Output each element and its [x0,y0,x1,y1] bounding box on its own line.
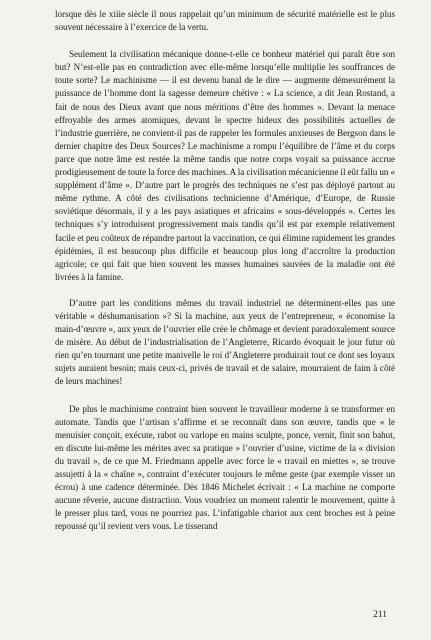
paragraph-1: lorsque dès le xiiie siècle il nous rappelait qu’un minimum de sécurité matérielle est le plus souvent nécessaire à l’exercice de la vertu. [55,9,395,33]
paragraph-4: De plus le machinisme contraint bien souvent le travailleur moderne à se transformer en automate. Tandis que l’artisan s’affirme et se reconnaît dans son œuvre, tandis que « le menuisier conçoit, exécute, rabot ou varlope en mains sculpte, ponce, vernit, finit son bahut, en discute lui-même les mérites avec sa pratique » l’ouvrier d’usine, victime de la « division du travail », de ce que M. Friedmann appelle avec force le « travail en miettes », se trouve assujetti à la « chaîne », contraint d’exécuter toujours le même geste (par exemple visser un écrou) à une cadence déterminée. Dès 1846 Michelet écrivait : « La machine ne comporte aucune rêverie, aucune distraction. Vous voudriez un moment ralentir le mouvement, quitte à le presser plus tard, vous ne pourriez pas. L’infatigable chariot aux cent broches est à peine repoussé qu’il revient vers vous. Le tisserand [55,403,395,532]
page-body [55,8,395,640]
page-number: 211 [373,610,387,620]
paragraph-2: Seulement la civilisation mécanique donne-t-elle ce bonheur matériel qui paraît être son but? N’est-elle pas en contradiction avec elle-même lorsqu’elle multiplie les souffrances de toute sorte? Le machinisme — il est devenu banal de le dire — augmente démesurément la puissance de l’homme dont la sagesse demeure chétive : « La science, a dit Jean Rostand, a fait de nous des Dieux avant que nous méritions d’être des hommes ». Devant la menace effroyable des armes atomiques, devant le spectre hideux des possibilités actuelles de l’industrie guerrière, ne convient-il pas de rappeler les formules anxieuses de Bergson dans le dernier chapitre des Deux Sources? Le machinisme a rompu l’équilibre de l’âme et du corps parce que notre âme est restée la même tandis que notre corps voyait sa puissance accrue prodigieusement de toute la force des machines. A la civilisation mécanicienne il eût fallu un « supplément d’âme ». D’autre part le progrès des techniques ne s’est pas déployé partout au même rythme. A côté des civilisations technicienne d’Amérique, d’Europe, de Russie soviétique désormais, il y a les pays asiatiques et africains « sous-développés ». Certes les techniques s’y introduisent progressivement mais tandis qu’il est par exemple relativement facile et peu coûteux de répandre partout la vaccination, ce qui élimine rapidement les grandes épidémies, il est beaucoup plus difficile et beaucoup plus long d’accroître la production agricole; ce qui fait que bien souvent les masses humaines sauvées de la maladie ont été livrées à la famine. [55,49,395,282]
paragraph-3: D’autre part les conditions mêmes du travail industriel ne déterminent-elles pas une véritable « déshumanisation »? Si la machine, aux yeux de l’entrepreneur, « économise la main-d’œuvre », aux yeux de l’ouvrier elle crée le chômage et devient paradoxalement source de misère. Au début de l’industrialisation de l’Angleterre, Ricardo évoquait le jour futur où rien qu’en tournant une petite manivelle le roi d’Angleterre produirait tout ce dont ses loyaux sujets auraient besoin; mais ceux-ci, privés de travail et de salaire, mourraient de faim à côté de leurs machines! [55,297,395,387]
